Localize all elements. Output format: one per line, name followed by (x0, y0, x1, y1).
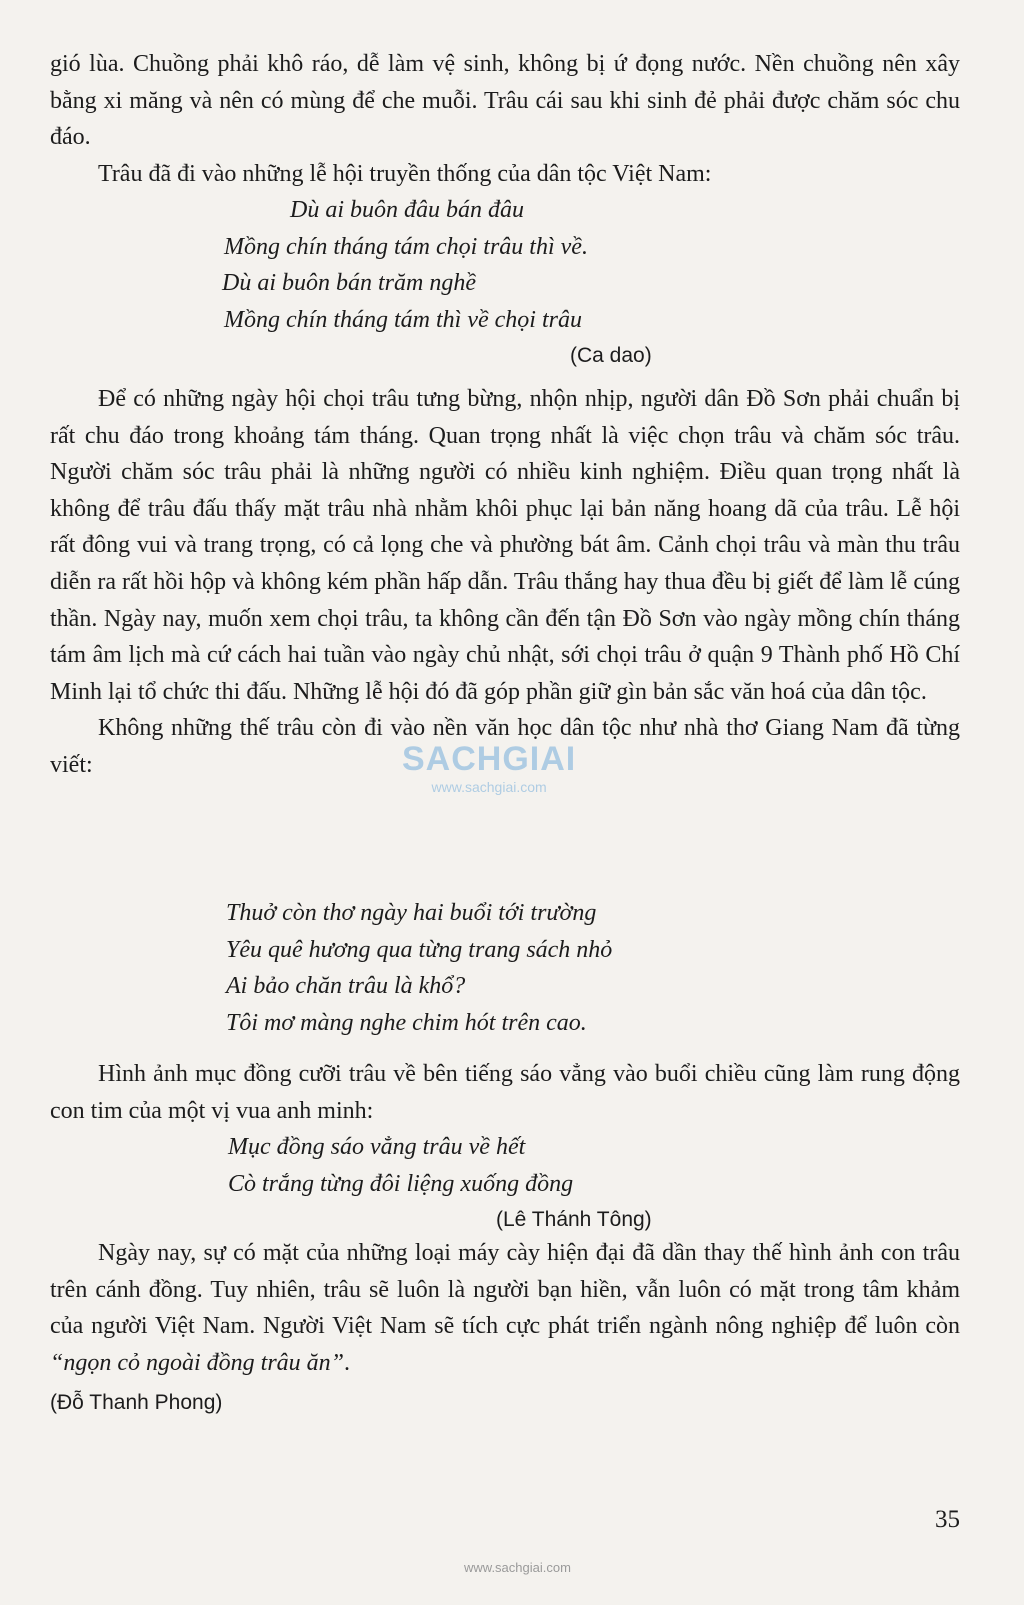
author-credit: (Đỗ Thanh Phong) (50, 1391, 223, 1415)
verse-line: Ai bảo chăn trâu là khổ? (226, 973, 466, 1000)
verse-line: Dù ai buôn đâu bán đâu (290, 197, 524, 223)
intro-paragraph: gió lùa. Chuồng phải khô ráo, dễ làm vệ sinh, không bị ứ đọng nước. Nền chuồng nên xây bằng xi măng và nên có mùng để che muỗi. Trâu cái sau khi sinh đẻ phải được chăm sóc chu đáo. (50, 51, 960, 151)
closing-paragraph (50, 1235, 960, 1381)
watermark-url: www.sachgiai.com (431, 779, 547, 795)
giang-nam-verse (50, 895, 960, 1041)
verse-line: Cò trắng từng đôi liệng xuống đồng (228, 1170, 574, 1197)
citation-ca-dao: (Ca dao) (570, 344, 652, 368)
closing-quote: “ngọn cỏ ngoài đồng trâu ăn” (50, 1349, 345, 1376)
page-number: 35 (935, 1506, 960, 1533)
watermark-logo: SACHGIAI (402, 740, 577, 778)
verse-line: Mồng chín tháng tám chọi trâu thì về. (224, 233, 588, 260)
verse-line: Mồng chín tháng tám thì về chọi trâu (224, 306, 582, 333)
verse-line: Mục đồng sáo vẳng trâu về hết (228, 1134, 526, 1160)
text-block-upper (50, 46, 960, 192)
watermark (402, 740, 576, 795)
text-block-herdboy (50, 1056, 960, 1129)
text-block-middle (50, 381, 960, 784)
verse-line: Thuở còn thơ ngày hai buổi tới trường (226, 900, 597, 926)
king-verse (50, 1129, 960, 1239)
verse-line: Tôi mơ màng nghe chim hót trên cao. (226, 1009, 587, 1036)
footer-url: www.sachgiai.com (464, 1560, 571, 1575)
closing-text: Ngày nay, sự có mặt của những loại máy cày hiện đại đã dần thay thế hình ảnh con trâu trên cánh đồng. Tuy nhiên, trâu sẽ luôn là người bạn hiền, vẫn luôn có mặt trong tâm khảm của người Việt Nam. Người Việt Nam sẽ tích cực phát triển ngành nông nghiệp để luôn còn (50, 1240, 960, 1340)
citation-le-thanh-tong: (Lê Thánh Tông) (496, 1208, 652, 1232)
festival-paragraph: Trâu đã đi vào những lễ hội truyền thống của dân tộc Việt Nam: (98, 160, 712, 187)
doson-paragraph: Để có những ngày hội chọi trâu tưng bừng, nhộn nhịp, người dân Đồ Sơn phải chuẩn bị rất chu đáo trong khoảng tám tháng. Quan trọng nhất là việc chọn trâu và chăm sóc trâu. Người chăm sóc trâu phải là những người có nhiều kinh nghiệm. Điều quan trọng nhất là không để trâu đấu thấy mặt trâu nhà nhằm khôi phục lại bản năng hoang dã của trâu. Lễ hội rất đông vui và trang trọng, có cả lọng che và phường bát âm. Cảnh chọi trâu và màn thu trâu diễn ra rất hồi hộp và không kém phần hấp dẫn. Trâu thắng hay thua đều bị giết để làm lễ cúng thần. Ngày nay, muốn xem chọi trâu, ta không cần đến tận Đồ Sơn vào ngày mồng chín tháng tám âm lịch mà cứ cách hai tuần vào ngày chủ nhật, sới chọi trâu ở quận 9 Thành phố Hồ Chí Minh lại tổ chức thi đấu. Những lễ hội đó đã góp phần giữ gìn bản sắc văn hoá của dân tộc. (50, 386, 960, 705)
verse-line: Dù ai buôn bán trăm nghề (222, 270, 476, 297)
folk-verse (50, 192, 960, 375)
text-block-closing (50, 1235, 960, 1422)
literature-paragraph: Không những thế trâu còn đi vào nền văn học dân tộc như nhà thơ Giang Nam đã từng viết: (50, 715, 960, 778)
verse-line: Yêu quê hương qua từng trang sách nhỏ (226, 936, 613, 963)
closing-end: . (344, 1349, 351, 1376)
herdboy-paragraph: Hình ảnh mục đồng cưỡi trâu về bên tiếng sáo vẳng vào buổi chiều cũng làm rung động con tim của một vị vua anh minh: (50, 1061, 960, 1124)
